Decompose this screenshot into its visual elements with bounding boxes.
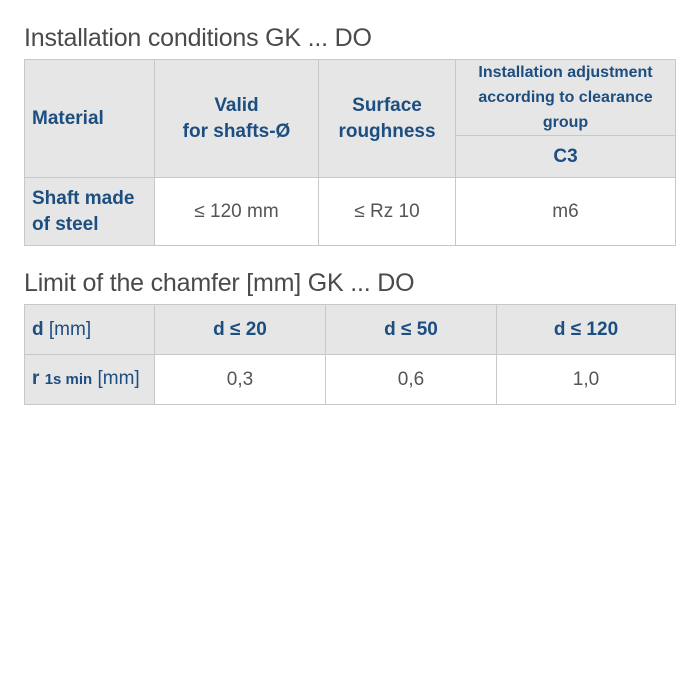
diameter-label-cell bbox=[25, 305, 155, 355]
surface-roughness-header bbox=[319, 60, 456, 178]
diameter-range-2: d ≤ 50 bbox=[326, 305, 497, 355]
shaft-material-cell bbox=[25, 178, 155, 246]
surface-header-line1: Surface bbox=[352, 94, 422, 116]
diameter-unit: [mm] bbox=[48, 318, 92, 340]
diameter-range-3: d ≤ 120 bbox=[497, 305, 676, 355]
adjust-header-line2: according to clearance group bbox=[478, 89, 653, 131]
shaft-label-line2: of steel bbox=[32, 213, 99, 235]
table-row bbox=[25, 178, 676, 246]
adjust-header-line1: Installation adjustment bbox=[478, 64, 653, 81]
diameter-range-1: d ≤ 20 bbox=[155, 305, 326, 355]
chamfer-value-2: 0,6 bbox=[326, 355, 497, 405]
chamfer-limit-table bbox=[24, 304, 676, 405]
chamfer-unit: [mm] bbox=[97, 368, 140, 389]
material-header: Material bbox=[25, 60, 155, 178]
adjustment-value: m6 bbox=[456, 178, 676, 246]
installation-conditions-table bbox=[24, 59, 676, 246]
valid-shafts-value: ≤ 120 mm bbox=[155, 178, 319, 246]
table-header-row bbox=[25, 60, 676, 136]
installation-conditions-title: Installation conditions GK ... DO bbox=[24, 24, 372, 52]
chamfer-subscript: 1s min bbox=[44, 371, 93, 388]
shaft-label-line1: Shaft made bbox=[32, 187, 135, 209]
chamfer-value-1: 0,3 bbox=[155, 355, 326, 405]
installation-adjustment-header bbox=[456, 60, 676, 136]
surface-roughness-value: ≤ Rz 10 bbox=[319, 178, 456, 246]
clearance-group-header: C3 bbox=[456, 136, 676, 178]
chamfer-symbol: r bbox=[32, 368, 40, 389]
surface-header-line2: roughness bbox=[338, 120, 436, 142]
chamfer-limit-title: Limit of the chamfer [mm] GK ... DO bbox=[24, 269, 415, 297]
diameter-symbol: d bbox=[32, 318, 44, 340]
valid-shafts-header bbox=[155, 60, 319, 178]
table-row bbox=[25, 355, 676, 405]
table-header-row bbox=[25, 305, 676, 355]
valid-header-line2: for shafts-Ø bbox=[182, 120, 291, 142]
valid-header-line1: Valid bbox=[214, 94, 259, 116]
chamfer-label-cell bbox=[25, 355, 155, 405]
chamfer-value-3: 1,0 bbox=[497, 355, 676, 405]
